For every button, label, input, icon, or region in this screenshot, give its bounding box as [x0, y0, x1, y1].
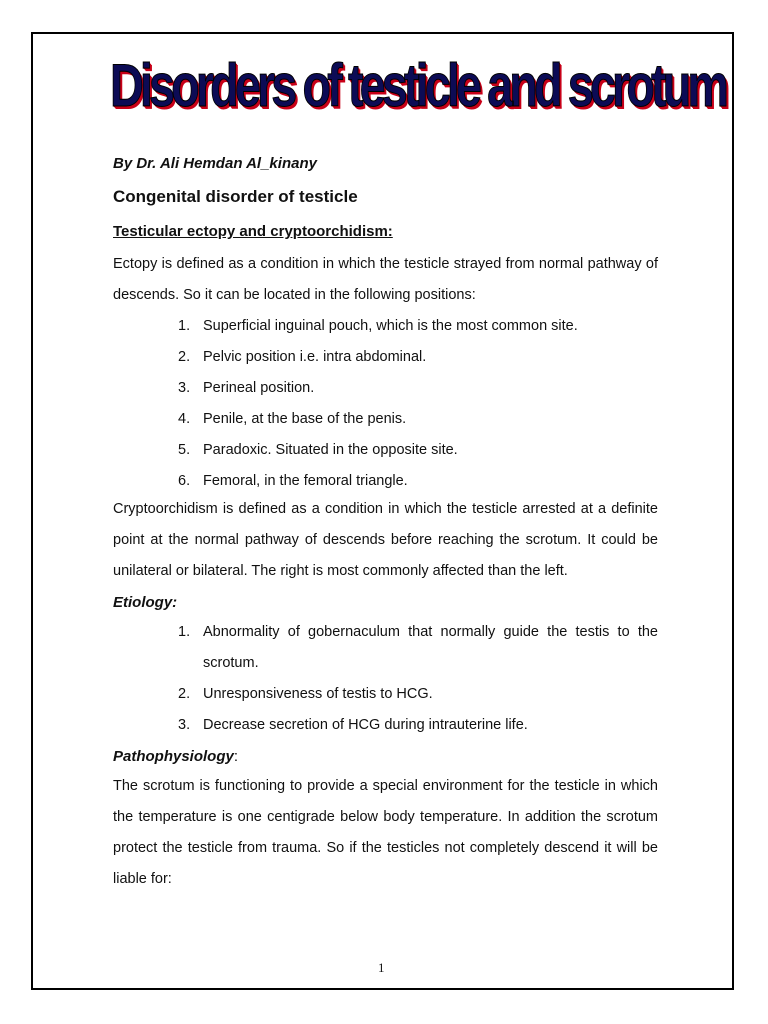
- list-item: 3. Perineal position.: [178, 380, 315, 396]
- list-item: 5. Paradoxic. Situated in the opposite site.: [178, 442, 458, 458]
- etiology-list: [178, 617, 658, 741]
- list-item: 1. Superficial inguinal pouch, which is the most common site.: [178, 318, 578, 334]
- list-item: 3. Decrease secretion of HCG during intrauterine life.: [178, 717, 528, 733]
- document-title: Disorders of testicle and scrotum: [110, 52, 726, 119]
- cryptoorchidism-paragraph: Cryptoorchidism is defined as a condition in which the testicle arrested at a definite point at the normal pathway of descends before reaching the scrotum. It could be unilateral or bilateral. The right is most commonly affected than the left.: [113, 501, 658, 579]
- etiology-label: Etiology:: [113, 594, 178, 611]
- author-line: By Dr. Ali Hemdan Al_kinany: [113, 155, 317, 172]
- pathophysiology-label: Pathophysiology:: [113, 748, 239, 765]
- list-item: 1. Abnormality of gobernaculum that normally guide the testis to the scrotum.: [178, 624, 658, 671]
- page-number: 1: [378, 960, 385, 975]
- pathophysiology-paragraph: The scrotum is functioning to provide a special environment for the testicle in which the temperature is one centigrade below body temperature. In addition the scrotum protect the testicle from trauma. So if the testicles not completely descend it will be liable for:: [113, 778, 658, 887]
- section-heading: Congenital disorder of testicle: [113, 187, 358, 206]
- list-item: 6. Femoral, in the femoral triangle.: [178, 473, 408, 489]
- list-item: 2. Pelvic position i.e. intra abdominal.: [178, 349, 427, 365]
- ectopy-paragraph: Ectopy is defined as a condition in which the testicle strayed from normal pathway of descends. So it can be located in the following positions:: [113, 256, 658, 303]
- ectopy-positions-list: [178, 311, 658, 497]
- list-item: 4. Penile, at the base of the penis.: [178, 411, 407, 427]
- list-item: 2. Unresponsiveness of testis to HCG.: [178, 686, 433, 702]
- subsection-heading: Testicular ectopy and cryptoorchidism:: [113, 223, 393, 240]
